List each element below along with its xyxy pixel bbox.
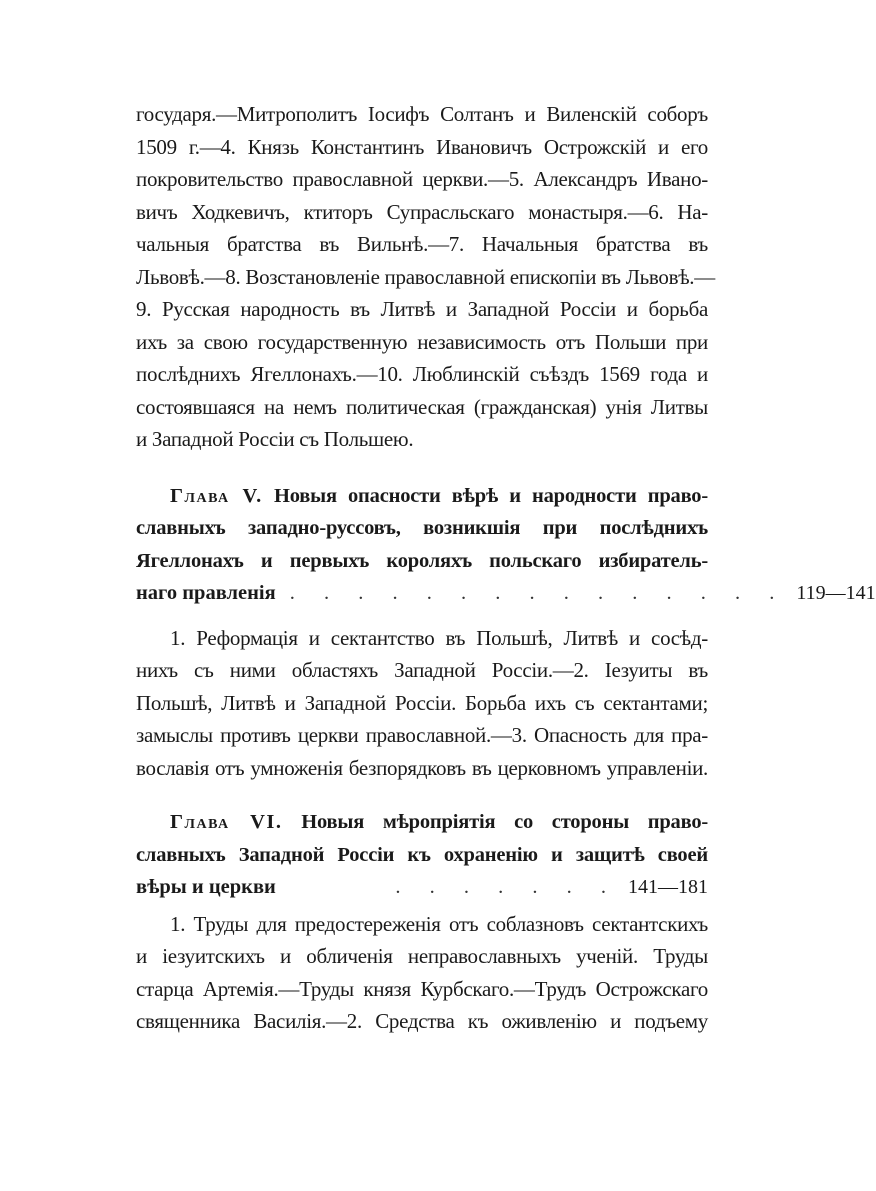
chapter-6-label: Глава VI. (170, 811, 283, 833)
book-page (136, 98, 876, 1038)
toc-entry-chapter-5 (136, 577, 876, 610)
text-line: вичъ Ходкевичъ, ктиторъ Супрасльскаго монастыря.—6. На- (136, 199, 708, 224)
text-line: 1. Труды для предостереженія отъ соблазновъ сектантскихъ (170, 911, 708, 936)
text-line: покровительство православной церкви.—5. Александръ Ивано- (136, 167, 708, 191)
leader-dots: . . . . . . . . . . . . . . . (289, 582, 787, 604)
chapter-title-line (136, 806, 708, 839)
text-line: и Западной Россіи съ Польшею. (136, 427, 414, 451)
toc-entry-chapter-6 (136, 871, 708, 904)
chapter-title-last: вѣры и церкви (136, 876, 276, 898)
chapter-6-heading (136, 806, 708, 904)
text-line: 1509 г.—4. Князь Константинъ Ивановичъ Острожскій и его (136, 134, 708, 159)
text-line: 9. Русская народность въ Литвѣ и Западной Россіи и борьба (136, 297, 708, 321)
text-line: старца Артемія.—Труды князя Курбскаго.—Трудъ Острожскаго (136, 976, 708, 1001)
chapter-5-heading (136, 480, 876, 610)
text-line: ихъ за свою государственную независимость отъ Польши при (136, 329, 708, 354)
intro-paragraph (136, 98, 715, 456)
text-line: и іезуитскихъ и обличенія неправославныхъ ученій. Труды (136, 944, 708, 968)
chapter-title-text: Новыя мѣропріятія со стороны право- (301, 811, 709, 833)
text-line: послѣднихъ Ягеллонахъ.—10. Люблинскій съѣздъ 1569 года и (136, 362, 708, 386)
text-line: вославія отъ умноженія безпорядковъ въ церковномъ управленіи. (136, 755, 708, 780)
text-line: замыслы противъ церкви православной.—3. Опасность для пра- (136, 723, 708, 747)
chapter-title-line: славныхъ Западной Россіи къ охраненію и защитѣ своей (136, 843, 708, 866)
page-range: 119—141 (796, 582, 876, 604)
text-line: Польшѣ, Литвѣ и Западной Россіи. Борьба ихъ съ сектантами; (136, 690, 708, 715)
text-line: 1. Реформація и сектантство въ Польшѣ, Литвѣ и сосѣд- (170, 625, 708, 650)
text-line: священника Василія.—2. Средства къ оживленію и подъему (136, 1009, 708, 1033)
leader-dots: . . . . . . . (395, 876, 618, 898)
text-line: Львовѣ.—8. Возстановленіе православной епископіи въ Львовѣ.— (136, 264, 715, 289)
page-range: 141—181 (628, 876, 708, 898)
chapter-title-line: Ягеллонахъ и первыхъ короляхъ польскаго избиратель- (136, 549, 708, 572)
text-line: чальныя братства въ Вильнѣ.—7. Начальныя братства въ (136, 232, 708, 256)
chapter-title-line (136, 480, 708, 513)
chapter-title-line: славныхъ западно-руссовъ, возникшія при послѣднихъ (136, 517, 708, 539)
chapter-title-text: Новыя опасности вѣрѣ и народности право- (273, 484, 708, 507)
text-line: состоявшаяся на немъ политическая (гражданская) унія Литвы (136, 394, 708, 419)
chapter-6-content (136, 908, 708, 1038)
chapter-title-last: наго правленія (136, 582, 276, 604)
chapter-5-content (136, 622, 708, 785)
text-line: государя.—Митрополитъ Іосифъ Солтанъ и Виленскій соборъ (136, 102, 708, 126)
chapter-5-label: Глава V. (170, 484, 263, 507)
text-line: нихъ съ ними областяхъ Западной Россіи.—2. Іезуиты въ (136, 658, 708, 682)
